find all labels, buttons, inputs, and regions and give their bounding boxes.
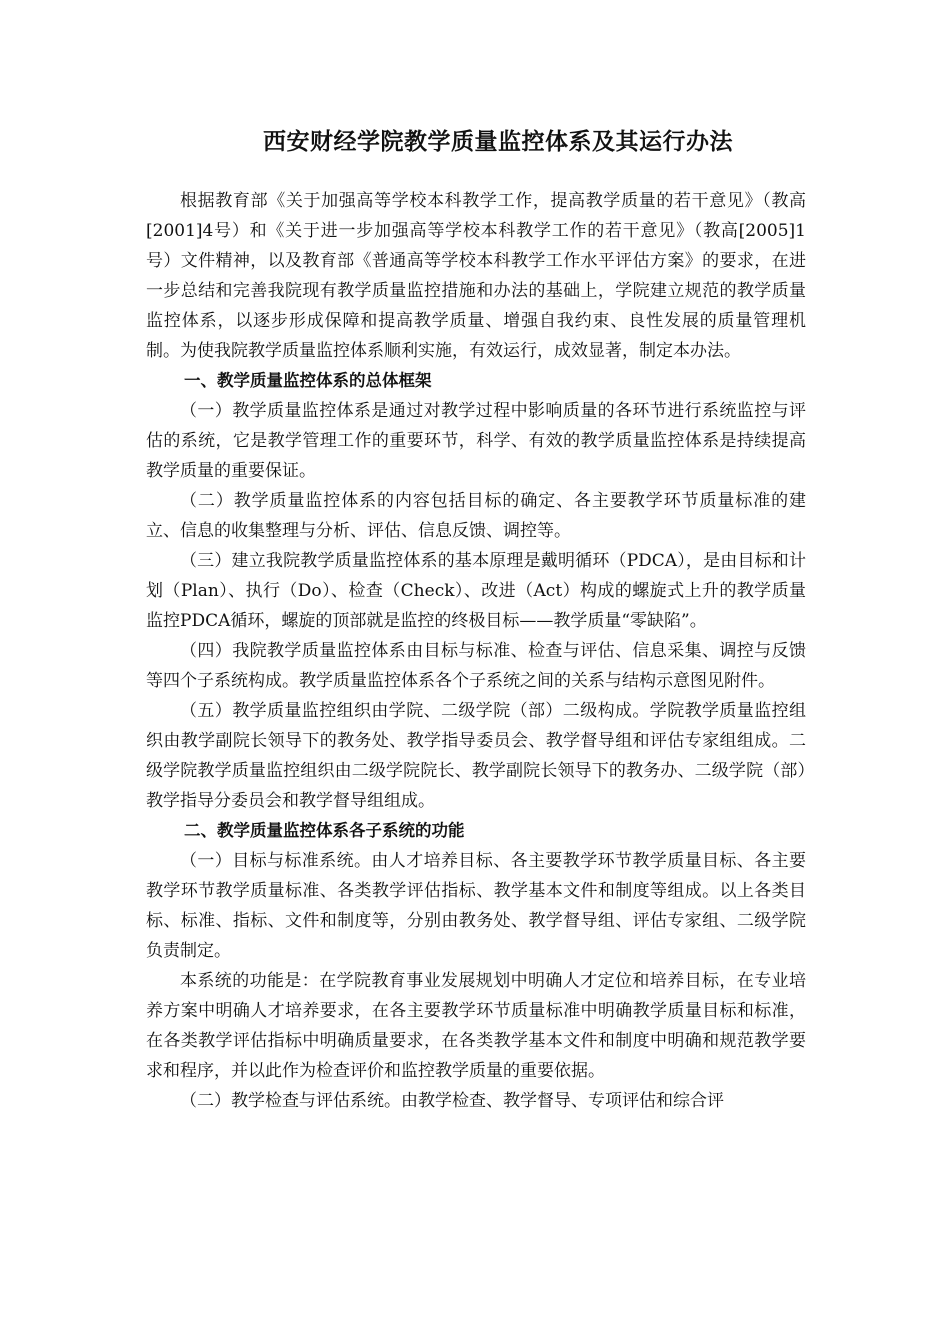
section-1-paragraph-4: （四）我院教学质量监控体系由目标与标准、检查与评估、信息采集、调控与反馈等四个子系统构成。教学质量监控体系各个子系统之间的关系与结构示意图见附件。 bbox=[146, 641, 806, 691]
section-2-paragraph-2: 本系统的功能是：在学院教育事业发展规划中明确人才定位和培养目标，在专业培养方案中明确人才培养要求，在各主要教学环节质量标准中明确教学质量目标和标准，在各类教学评估指标中明确质量要求，在各类教学基本文件和制度中明确和规范教学要求和程序，并以此作为检查评价和监控教学质量的重要依据。 bbox=[146, 971, 806, 1081]
document-page bbox=[146, 120, 806, 1116]
intro-paragraph: 根据教育部《关于加强高等学校本科教学工作，提高教学质量的若干意见》（教高[2001]4号）和《关于进一步加强高等学校本科教学工作的若干意见》（教高[2005]1号）文件精神，以及教育部《普通高等学校本科教学工作水平评估方案》的要求，在进一步总结和完善我院现有教学质量监控措施和办法的基础上，学院建立规范的教学质量监控体系，以逐步形成保障和提高教学质量、增强自我约束、良性发展的质量管理机制。为使我院教学质量监控体系顺利实施，有效运行，成效显著，制定本办法。 bbox=[146, 191, 806, 361]
section-1-paragraph-3: （三）建立我院教学质量监控体系的基本原理是戴明循环（PDCA），是由目标和计划（Plan）、执行（Do）、检查（Check）、改进（Act）构成的螺旋式上升的教学质量监控PDCA循环，螺旋的顶部就是监控的终极目标——教学质量“零缺陷”。 bbox=[146, 551, 806, 631]
document-title: 西安财经学院教学质量监控体系及其运行办法 bbox=[263, 129, 733, 155]
section-2-heading: 二、教学质量监控体系各子系统的功能 bbox=[183, 821, 465, 840]
section-1-paragraph-5: （五）教学质量监控组织由学院、二级学院（部）二级构成。学院教学质量监控组织由教学副院长领导下的教务处、教学指导委员会、教学督导组和评估专家组组成。二级学院教学质量监控组织由二级学院院长、教学副院长领导下的教务办、二级学院（部）教学指导分委员会和教学督导组组成。 bbox=[146, 701, 806, 811]
section-2-paragraph-3: （二）教学检查与评估系统。由教学检查、教学督导、专项评估和综合评 bbox=[180, 1091, 724, 1111]
section-1-heading: 一、教学质量监控体系的总体框架 bbox=[183, 371, 432, 390]
section-1-paragraph-2: （二）教学质量监控体系的内容包括目标的确定、各主要教学环节质量标准的建立、信息的收集整理与分析、评估、信息反馈、调控等。 bbox=[146, 491, 806, 541]
section-1-paragraph-1: （一）教学质量监控体系是通过对教学过程中影响质量的各环节进行系统监控与评估的系统，它是教学管理工作的重要环节，科学、有效的教学质量监控体系是持续提高教学质量的重要保证。 bbox=[146, 401, 806, 481]
section-2-paragraph-1: （一）目标与标准系统。由人才培养目标、各主要教学环节教学质量目标、各主要教学环节教学质量标准、各类教学评估指标、教学基本文件和制度等组成。以上各类目标、标准、指标、文件和制度等，分别由教务处、教学督导组、评估专家组、二级学院负责制定。 bbox=[146, 851, 806, 961]
